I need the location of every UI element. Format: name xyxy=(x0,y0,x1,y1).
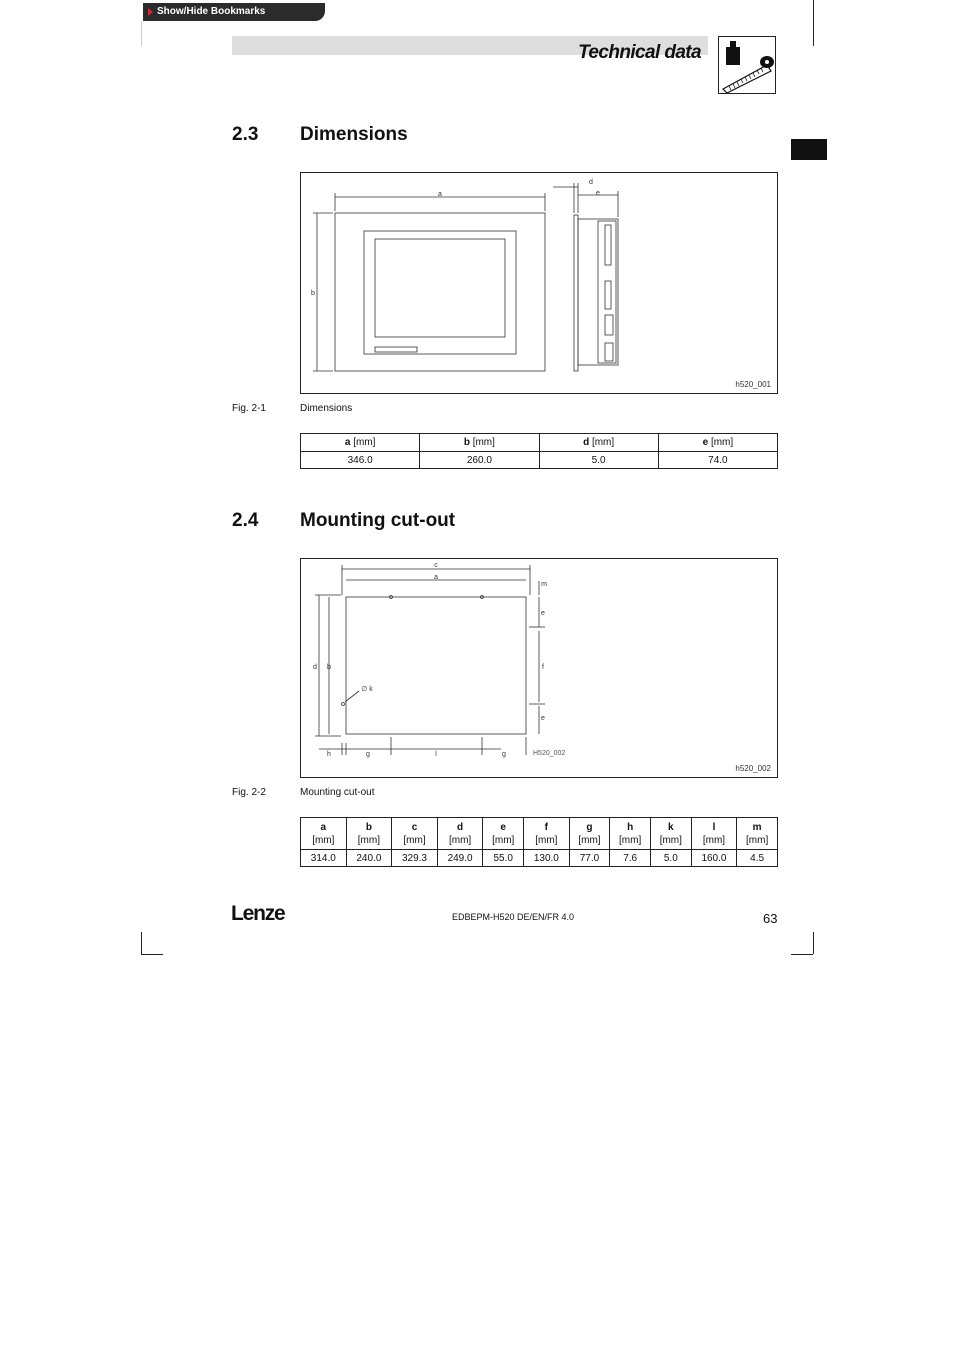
table-cell: 260.0 xyxy=(420,452,539,469)
table-header-cell: d [mm] xyxy=(437,818,483,850)
dim-label-a: a xyxy=(438,191,442,198)
table-cell: 329.3 xyxy=(392,850,438,867)
table-cell: 7.6 xyxy=(610,850,651,867)
table-cell: 74.0 xyxy=(658,452,777,469)
table-cell: 77.0 xyxy=(569,850,610,867)
table-header-cell: k [mm] xyxy=(650,818,691,850)
dim-label-l: l xyxy=(435,751,437,758)
crop-mark xyxy=(141,954,163,955)
section-title: Dimensions xyxy=(300,124,408,145)
mounting-cutout-figure xyxy=(300,558,778,778)
chapter-tab xyxy=(791,139,827,160)
dim-label-d: d xyxy=(589,179,593,186)
dim-label-e-bottom: e xyxy=(541,715,545,722)
table-header-cell: d [mm] xyxy=(539,434,658,452)
dim-label-g-left: g xyxy=(366,751,370,758)
dim-label-b: b xyxy=(327,664,331,671)
figure-reference: h520_001 xyxy=(735,380,771,389)
table-cell: 240.0 xyxy=(346,850,392,867)
dimensions-table xyxy=(300,433,778,469)
table-cell: 5.0 xyxy=(650,850,691,867)
crop-mark xyxy=(791,954,813,955)
dim-label-e-top: e xyxy=(541,610,545,617)
figure-label: Fig. 2-2 xyxy=(232,787,266,798)
table-header-cell: m [mm] xyxy=(737,818,778,850)
table-cell: 55.0 xyxy=(483,850,524,867)
figure-reference: h520_002 xyxy=(735,764,771,773)
table-cell: 4.5 xyxy=(737,850,778,867)
table-cell: 5.0 xyxy=(539,452,658,469)
crop-mark xyxy=(141,932,142,954)
table-header-cell: e [mm] xyxy=(658,434,777,452)
dim-label-e: e xyxy=(596,190,600,197)
dim-label-f: f xyxy=(542,664,544,671)
table-cell: 160.0 xyxy=(691,850,737,867)
technical-data-icon xyxy=(718,36,776,94)
mounting-table xyxy=(300,817,778,867)
figure-label: Fig. 2-1 xyxy=(232,403,266,414)
dim-label-c: c xyxy=(434,562,438,569)
document-code: EDBEPM-H520 DE/EN/FR 4.0 xyxy=(452,912,575,922)
table-header-cell: a [mm] xyxy=(301,434,420,452)
table-header-cell: a [mm] xyxy=(301,818,347,850)
crop-mark xyxy=(813,932,814,954)
table-header-cell: h [mm] xyxy=(610,818,651,850)
drawing-inner-reference: H520_002 xyxy=(533,750,566,757)
table-cell: 314.0 xyxy=(301,850,347,867)
figure-caption: Dimensions xyxy=(300,403,353,414)
bookmarks-toggle-label: Show/Hide Bookmarks xyxy=(157,6,266,17)
page-header-title: Technical data xyxy=(578,42,701,63)
section-number: 2.3 xyxy=(232,124,259,145)
dim-label-d: d xyxy=(313,664,317,671)
dim-label-k: ∅ k xyxy=(361,686,373,693)
triangle-right-icon xyxy=(148,8,153,16)
table-header-cell: e [mm] xyxy=(483,818,524,850)
section-title: Mounting cut-out xyxy=(300,510,456,531)
dim-label-m: m xyxy=(541,581,547,588)
dim-label-a: a xyxy=(434,574,438,581)
table-header-cell: l [mm] xyxy=(691,818,737,850)
crop-mark xyxy=(813,0,814,46)
table-header-cell: g [mm] xyxy=(569,818,610,850)
section-number: 2.4 xyxy=(232,510,259,531)
table-header-cell: c [mm] xyxy=(392,818,438,850)
figure-caption: Mounting cut-out xyxy=(300,787,375,798)
lenze-logo: Lenze xyxy=(231,902,285,925)
dim-label-g-right: g xyxy=(502,751,506,758)
table-cell: 249.0 xyxy=(437,850,483,867)
table-cell: 130.0 xyxy=(524,850,570,867)
table-header-cell: b [mm] xyxy=(420,434,539,452)
dimensions-drawing xyxy=(301,173,777,393)
crop-mark xyxy=(141,22,142,46)
dim-label-h: h xyxy=(327,751,331,758)
page-number: 63 xyxy=(763,911,778,926)
table-header-cell: b [mm] xyxy=(346,818,392,850)
show-hide-bookmarks-button[interactable] xyxy=(143,3,325,21)
table-cell: 346.0 xyxy=(301,452,420,469)
mounting-cutout-drawing xyxy=(301,559,777,777)
table-header-cell: f [mm] xyxy=(524,818,570,850)
dim-label-b: b xyxy=(311,290,315,297)
dimensions-figure xyxy=(300,172,778,394)
